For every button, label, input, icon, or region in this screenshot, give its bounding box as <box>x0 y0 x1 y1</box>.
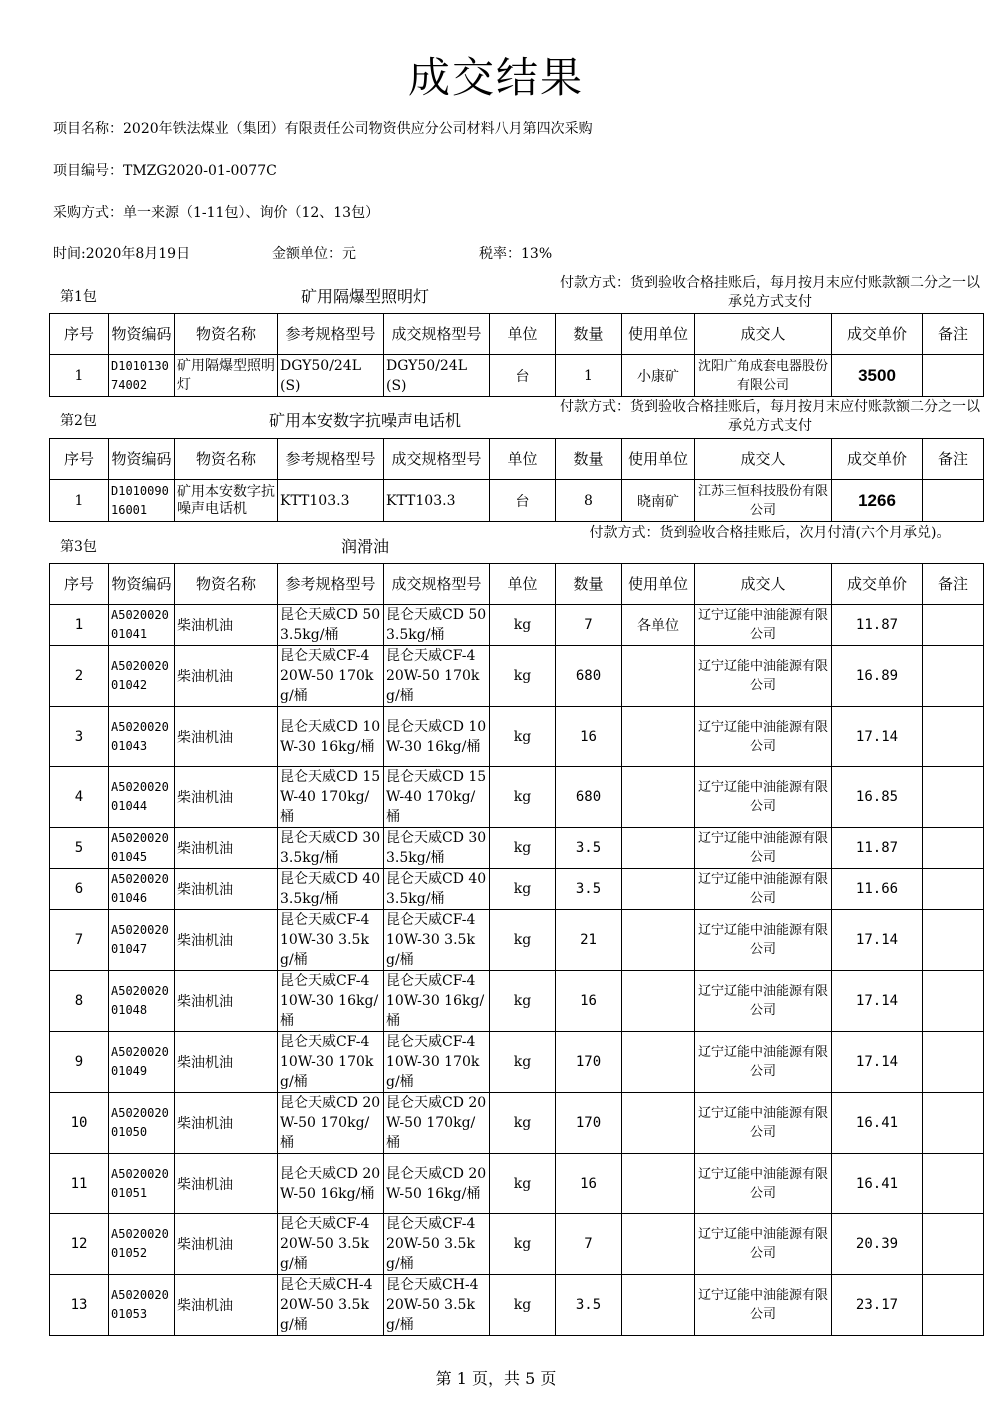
cell-no: 1 <box>50 605 109 646</box>
header-price: 成交单价 <box>832 314 923 355</box>
cell-ref-spec: 昆仑天威CF-4 10W-30 3.5kg/桶 <box>278 910 384 971</box>
cell-ref-spec: 昆仑天威CD 30 3.5kg/桶 <box>278 828 384 869</box>
cell-user <box>622 1154 695 1214</box>
cell-deal-spec: 昆仑天威CD 20W-50 16kg/桶 <box>384 1154 490 1214</box>
cell-code: A502002001043 <box>109 707 175 767</box>
cell-code: A502002001048 <box>109 971 175 1032</box>
cell-note <box>923 971 984 1032</box>
cell-unit: kg <box>490 1275 556 1336</box>
table-row <box>50 869 984 910</box>
header-supplier: 成交人 <box>695 314 832 355</box>
currency-unit: 金额单位：元 <box>272 246 356 262</box>
cell-name: 柴油机油 <box>175 910 278 971</box>
cell-unit: kg <box>490 646 556 707</box>
header-supplier: 成交人 <box>695 564 832 605</box>
cell-code: A502002001049 <box>109 1032 175 1093</box>
package-3-name: 润滑油 <box>340 537 389 556</box>
cell-deal-spec: 昆仑天威CD 10W-30 16kg/桶 <box>384 707 490 767</box>
cell-supplier: 辽宁辽能中油能源有限公司 <box>695 707 832 767</box>
cell-name: 柴油机油 <box>175 1214 278 1275</box>
package-1-name: 矿用隔爆型照明灯 <box>300 287 429 306</box>
cell-price: 11.87 <box>832 828 923 869</box>
header-note: 备注 <box>923 439 984 480</box>
header-unit: 单位 <box>490 439 556 480</box>
cell-unit: 台 <box>490 480 556 522</box>
page-title: 成交结果 <box>407 53 584 102</box>
cell-code: A502002001046 <box>109 869 175 910</box>
cell-user <box>622 767 695 828</box>
cell-price: 3500 <box>832 355 923 397</box>
header-user: 使用单位 <box>622 439 695 480</box>
header-code: 物资编码 <box>109 564 175 605</box>
header-code: 物资编码 <box>109 314 175 355</box>
header-name: 物资名称 <box>175 564 278 605</box>
table-row <box>50 1093 984 1154</box>
cell-no: 6 <box>50 869 109 910</box>
cell-supplier: 辽宁辽能中油能源有限公司 <box>695 910 832 971</box>
cell-no: 13 <box>50 1275 109 1336</box>
table-row <box>50 355 984 397</box>
cell-note <box>923 355 984 397</box>
cell-supplier: 沈阳广角成套电器股份有限公司 <box>695 355 832 397</box>
cell-no: 10 <box>50 1093 109 1154</box>
cell-ref-spec: 昆仑天威CF-4 20W-50 3.5kg/桶 <box>278 1214 384 1275</box>
cell-note <box>923 828 984 869</box>
cell-deal-spec: 昆仑天威CD 15W-40 170kg/桶 <box>384 767 490 828</box>
cell-note <box>923 1154 984 1214</box>
cell-ref-spec: 昆仑天威CF-4 10W-30 170kg/桶 <box>278 1032 384 1093</box>
cell-supplier: 辽宁辽能中油能源有限公司 <box>695 605 832 646</box>
cell-supplier: 辽宁辽能中油能源有限公司 <box>695 828 832 869</box>
cell-no: 1 <box>50 480 109 522</box>
cell-price: 17.14 <box>832 910 923 971</box>
cell-deal-spec: 昆仑天威CF-4 20W-50 170kg/桶 <box>384 646 490 707</box>
cell-deal-spec: 昆仑天威CF-4 10W-30 3.5kg/桶 <box>384 910 490 971</box>
cell-price: 16.41 <box>832 1093 923 1154</box>
table-row <box>50 767 984 828</box>
cell-name: 柴油机油 <box>175 869 278 910</box>
header-supplier: 成交人 <box>695 439 832 480</box>
cell-qty: 680 <box>556 767 622 828</box>
cell-user <box>622 1093 695 1154</box>
header-qty: 数量 <box>556 439 622 480</box>
header-qty: 数量 <box>556 314 622 355</box>
cell-code: A502002001050 <box>109 1093 175 1154</box>
header-qty: 数量 <box>556 564 622 605</box>
cell-note <box>923 1093 984 1154</box>
table-header-row <box>50 439 984 480</box>
cell-price: 11.66 <box>832 869 923 910</box>
cell-price: 17.14 <box>832 707 923 767</box>
tax-rate: 税率：13% <box>479 246 553 262</box>
header-ref-spec: 参考规格型号 <box>278 564 384 605</box>
cell-name: 柴油机油 <box>175 707 278 767</box>
cell-ref-spec: 昆仑天威CH-4 20W-50 3.5kg/桶 <box>278 1275 384 1336</box>
cell-no: 4 <box>50 767 109 828</box>
package-3-label: 第3包 <box>60 539 97 555</box>
cell-name: 柴油机油 <box>175 1275 278 1336</box>
cell-code: A502002001045 <box>109 828 175 869</box>
cell-no: 5 <box>50 828 109 869</box>
cell-user <box>622 1275 695 1336</box>
header-ref-spec: 参考规格型号 <box>278 439 384 480</box>
cell-supplier: 辽宁辽能中油能源有限公司 <box>695 971 832 1032</box>
cell-ref-spec: 昆仑天威CF-4 10W-30 16kg/桶 <box>278 971 384 1032</box>
header-price: 成交单价 <box>832 564 923 605</box>
cell-deal-spec: 昆仑天威CD 50 3.5kg/桶 <box>384 605 490 646</box>
cell-supplier: 辽宁辽能中油能源有限公司 <box>695 869 832 910</box>
package-2-payment: 付款方式：货到验收合格挂账后，每月按月末应付账款额二分之一以承兑方式支付 <box>560 399 980 434</box>
cell-supplier: 江苏三恒科技股份有限公司 <box>695 480 832 522</box>
package-2-name: 矿用本安数字抗噪声电话机 <box>268 411 461 430</box>
table-row <box>50 605 984 646</box>
cell-supplier: 辽宁辽能中油能源有限公司 <box>695 1154 832 1214</box>
cell-ref-spec: 昆仑天威CD 20W-50 16kg/桶 <box>278 1154 384 1214</box>
cell-price: 16.89 <box>832 646 923 707</box>
project-number: 项目编号：TMZG2020-01-0077C <box>53 163 277 179</box>
cell-supplier: 辽宁辽能中油能源有限公司 <box>695 646 832 707</box>
cell-price: 1266 <box>832 480 923 522</box>
cell-note <box>923 910 984 971</box>
cell-note <box>923 707 984 767</box>
cell-unit: kg <box>490 910 556 971</box>
cell-code: A502002001042 <box>109 646 175 707</box>
cell-deal-spec: 昆仑天威CD 30 3.5kg/桶 <box>384 828 490 869</box>
cell-ref-spec: 昆仑天威CF-4 20W-50 170kg/桶 <box>278 646 384 707</box>
cell-deal-spec: 昆仑天威CF-4 10W-30 16kg/桶 <box>384 971 490 1032</box>
cell-no: 11 <box>50 1154 109 1214</box>
cell-price: 17.14 <box>832 971 923 1032</box>
cell-note <box>923 869 984 910</box>
cell-unit: kg <box>490 767 556 828</box>
header-unit: 单位 <box>490 564 556 605</box>
cell-qty: 7 <box>556 1214 622 1275</box>
header-user: 使用单位 <box>622 314 695 355</box>
cell-code: A502002001052 <box>109 1214 175 1275</box>
table-row <box>50 646 984 707</box>
project-name: 项目名称：2020年铁法煤业（集团）有限责任公司物资供应分公司材料八月第四次采购 <box>53 121 593 137</box>
cell-user <box>622 646 695 707</box>
header-price: 成交单价 <box>832 439 923 480</box>
header-deal-spec: 成交规格型号 <box>384 564 490 605</box>
header-unit: 单位 <box>490 314 556 355</box>
cell-code: D101009016001 <box>109 480 175 522</box>
cell-name: 柴油机油 <box>175 1032 278 1093</box>
cell-note <box>923 605 984 646</box>
cell-code: A502002001047 <box>109 910 175 971</box>
cell-user <box>622 869 695 910</box>
cell-unit: 台 <box>490 355 556 397</box>
date-text: 时间:2020年8月19日 <box>53 246 191 262</box>
cell-name: 矿用本安数字抗噪声电话机 <box>175 480 278 522</box>
cell-supplier: 辽宁辽能中油能源有限公司 <box>695 1093 832 1154</box>
cell-price: 20.39 <box>832 1214 923 1275</box>
cell-qty: 16 <box>556 1154 622 1214</box>
cell-ref-spec: DGY50/24L(S) <box>278 355 384 397</box>
table-row <box>50 480 984 522</box>
header-note: 备注 <box>923 564 984 605</box>
cell-qty: 16 <box>556 971 622 1032</box>
header-code: 物资编码 <box>109 439 175 480</box>
cell-deal-spec: 昆仑天威CD 40 3.5kg/桶 <box>384 869 490 910</box>
cell-ref-spec: KTT103.3 <box>278 480 384 522</box>
cell-ref-spec: 昆仑天威CD 15W-40 170kg/桶 <box>278 767 384 828</box>
cell-qty: 16 <box>556 707 622 767</box>
cell-no: 7 <box>50 910 109 971</box>
page-footer: 第 1 页，共 5 页 <box>435 1369 557 1388</box>
cell-qty: 1 <box>556 355 622 397</box>
cell-ref-spec: 昆仑天威CD 20W-50 170kg/桶 <box>278 1093 384 1154</box>
cell-no: 12 <box>50 1214 109 1275</box>
cell-user: 各单位 <box>622 605 695 646</box>
cell-supplier: 辽宁辽能中油能源有限公司 <box>695 1275 832 1336</box>
header-no: 序号 <box>50 564 109 605</box>
header-no: 序号 <box>50 439 109 480</box>
cell-qty: 8 <box>556 480 622 522</box>
cell-unit: kg <box>490 1214 556 1275</box>
cell-unit: kg <box>490 1154 556 1214</box>
table-header-row <box>50 314 984 355</box>
cell-ref-spec: 昆仑天威CD 40 3.5kg/桶 <box>278 869 384 910</box>
cell-price: 16.41 <box>832 1154 923 1214</box>
cell-qty: 170 <box>556 1032 622 1093</box>
cell-supplier: 辽宁辽能中油能源有限公司 <box>695 1214 832 1275</box>
package-1-table <box>49 313 984 397</box>
cell-qty: 680 <box>556 646 622 707</box>
cell-user <box>622 707 695 767</box>
cell-no: 8 <box>50 971 109 1032</box>
table-row <box>50 828 984 869</box>
cell-qty: 7 <box>556 605 622 646</box>
table-header-row <box>50 564 984 605</box>
cell-note <box>923 1275 984 1336</box>
cell-name: 柴油机油 <box>175 1154 278 1214</box>
header-ref-spec: 参考规格型号 <box>278 314 384 355</box>
cell-price: 17.14 <box>832 1032 923 1093</box>
cell-qty: 3.5 <box>556 1275 622 1336</box>
cell-user <box>622 1214 695 1275</box>
cell-name: 矿用隔爆型照明灯 <box>175 355 278 397</box>
header-no: 序号 <box>50 314 109 355</box>
cell-supplier: 辽宁辽能中油能源有限公司 <box>695 1032 832 1093</box>
cell-no: 3 <box>50 707 109 767</box>
cell-no: 1 <box>50 355 109 397</box>
cell-price: 11.87 <box>832 605 923 646</box>
cell-user <box>622 1032 695 1093</box>
cell-price: 16.85 <box>832 767 923 828</box>
cell-user <box>622 910 695 971</box>
cell-qty: 21 <box>556 910 622 971</box>
package-1-label: 第1包 <box>60 289 97 305</box>
cell-unit: kg <box>490 1032 556 1093</box>
table-row <box>50 971 984 1032</box>
header-note: 备注 <box>923 314 984 355</box>
cell-note <box>923 646 984 707</box>
cell-qty: 3.5 <box>556 869 622 910</box>
cell-user <box>622 828 695 869</box>
procurement-method: 采购方式：单一来源（1-11包）、询价（12、13包） <box>53 205 380 221</box>
cell-no: 2 <box>50 646 109 707</box>
cell-name: 柴油机油 <box>175 767 278 828</box>
cell-unit: kg <box>490 971 556 1032</box>
cell-name: 柴油机油 <box>175 605 278 646</box>
package-3-payment: 付款方式：货到验收合格挂账后，次月付清(六个月承兑)。 <box>589 525 951 541</box>
cell-ref-spec: 昆仑天威CD 50 3.5kg/桶 <box>278 605 384 646</box>
table-row <box>50 910 984 971</box>
cell-code: A502002001053 <box>109 1275 175 1336</box>
package-2-label: 第2包 <box>60 413 97 429</box>
cell-name: 柴油机油 <box>175 971 278 1032</box>
cell-supplier: 辽宁辽能中油能源有限公司 <box>695 767 832 828</box>
cell-code: A502002001051 <box>109 1154 175 1214</box>
package-1-payment: 付款方式：货到验收合格挂账后，每月按月末应付账款额二分之一以承兑方式支付 <box>560 275 980 310</box>
cell-name: 柴油机油 <box>175 1093 278 1154</box>
cell-deal-spec: 昆仑天威CF-4 10W-30 170kg/桶 <box>384 1032 490 1093</box>
cell-note <box>923 767 984 828</box>
cell-deal-spec: 昆仑天威CH-4 20W-50 3.5kg/桶 <box>384 1275 490 1336</box>
cell-no: 9 <box>50 1032 109 1093</box>
cell-name: 柴油机油 <box>175 646 278 707</box>
cell-unit: kg <box>490 1093 556 1154</box>
cell-price: 23.17 <box>832 1275 923 1336</box>
cell-code: A502002001041 <box>109 605 175 646</box>
table-row <box>50 1154 984 1214</box>
cell-user: 小康矿 <box>622 355 695 397</box>
cell-qty: 170 <box>556 1093 622 1154</box>
table-row <box>50 1275 984 1336</box>
table-row <box>50 1032 984 1093</box>
header-deal-spec: 成交规格型号 <box>384 439 490 480</box>
cell-deal-spec: DGY50/24L(S) <box>384 355 490 397</box>
cell-unit: kg <box>490 707 556 767</box>
cell-deal-spec: 昆仑天威CD 20W-50 170kg/桶 <box>384 1093 490 1154</box>
cell-unit: kg <box>490 869 556 910</box>
cell-qty: 3.5 <box>556 828 622 869</box>
table-row <box>50 1214 984 1275</box>
table-row <box>50 707 984 767</box>
header-name: 物资名称 <box>175 314 278 355</box>
cell-note <box>923 1214 984 1275</box>
header-user: 使用单位 <box>622 564 695 605</box>
cell-name: 柴油机油 <box>175 828 278 869</box>
cell-user: 晓南矿 <box>622 480 695 522</box>
cell-ref-spec: 昆仑天威CD 10W-30 16kg/桶 <box>278 707 384 767</box>
cell-note <box>923 1032 984 1093</box>
header-name: 物资名称 <box>175 439 278 480</box>
cell-deal-spec: KTT103.3 <box>384 480 490 522</box>
cell-note <box>923 480 984 522</box>
cell-deal-spec: 昆仑天威CF-4 20W-50 3.5kg/桶 <box>384 1214 490 1275</box>
cell-code: D101013074002 <box>109 355 175 397</box>
cell-unit: kg <box>490 605 556 646</box>
cell-code: A502002001044 <box>109 767 175 828</box>
cell-unit: kg <box>490 828 556 869</box>
package-2-table <box>49 438 984 522</box>
cell-user <box>622 971 695 1032</box>
header-deal-spec: 成交规格型号 <box>384 314 490 355</box>
package-3-table <box>49 563 984 1336</box>
